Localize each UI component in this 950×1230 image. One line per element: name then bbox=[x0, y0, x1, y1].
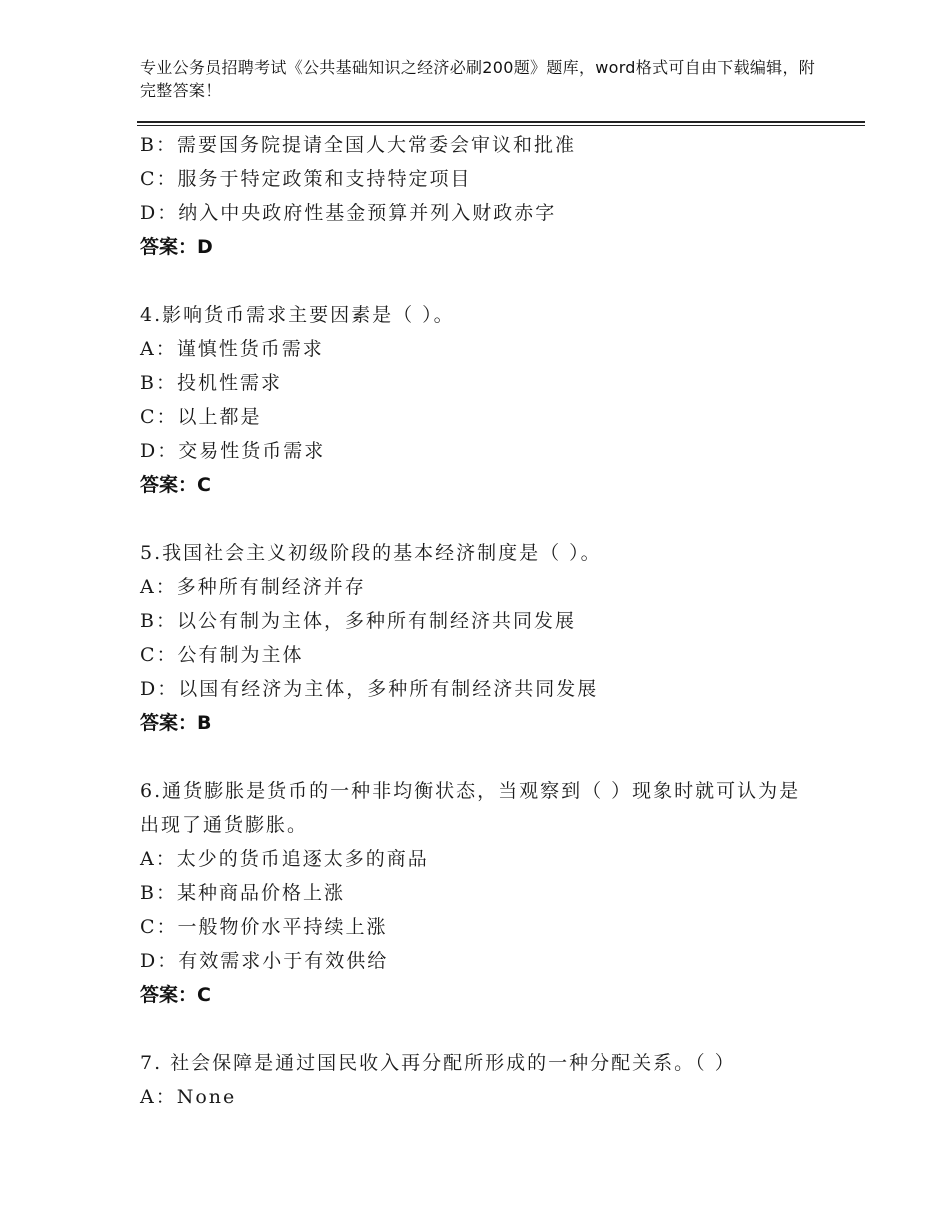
answer-label: 答案：D bbox=[140, 236, 213, 258]
option-c: C：一般物价水平持续上涨 bbox=[140, 916, 388, 938]
option-c: C：以上都是 bbox=[140, 406, 262, 428]
document-header: 专业公务员招聘考试《公共基础知识之经济必刷200题》题库，word格式可自由下载编辑，附完整答案！ bbox=[140, 58, 816, 100]
header-rule-thin bbox=[137, 125, 865, 126]
question-5 bbox=[140, 536, 820, 740]
answer-label: 答案：C bbox=[140, 474, 211, 496]
option-a: A：多种所有制经济并存 bbox=[140, 576, 366, 598]
option-b: B：需要国务院提请全国人大常委会审议和批准 bbox=[140, 134, 576, 156]
question-stem: 7. 社会保障是通过国民收入再分配所形成的一种分配关系。（ ） bbox=[140, 1052, 736, 1074]
answer-label: 答案：B bbox=[140, 712, 212, 734]
answer-label: 答案：C bbox=[140, 984, 211, 1006]
question-stem: 5.我国社会主义初级阶段的基本经济制度是（ ）。 bbox=[140, 542, 602, 564]
spacer bbox=[140, 264, 820, 298]
option-d: D：纳入中央政府性基金预算并列入财政赤字 bbox=[140, 202, 557, 224]
spacer bbox=[140, 502, 820, 536]
option-b: B：某种商品价格上涨 bbox=[140, 882, 345, 904]
question-3 bbox=[140, 128, 820, 264]
option-c: C：服务于特定政策和支持特定项目 bbox=[140, 168, 472, 190]
question-4 bbox=[140, 298, 820, 502]
header-rule-thick bbox=[137, 121, 865, 123]
question-stem: 4.影响货币需求主要因素是（ ）。 bbox=[140, 304, 455, 326]
question-6 bbox=[140, 774, 820, 1012]
option-a: A：谨慎性货币需求 bbox=[140, 338, 324, 360]
option-c: C：公有制为主体 bbox=[140, 644, 304, 666]
option-d: D：有效需求小于有效供给 bbox=[140, 950, 389, 972]
option-a: A：太少的货币追逐太多的商品 bbox=[140, 848, 429, 870]
option-b: B：以公有制为主体，多种所有制经济共同发展 bbox=[140, 610, 576, 632]
question-list bbox=[140, 128, 820, 1114]
option-d: D：交易性货币需求 bbox=[140, 440, 326, 462]
spacer bbox=[140, 740, 820, 774]
question-stem: 6.通货膨胀是货币的一种非均衡状态，当观察到（ ）现象时就可认为是出现了通货膨胀。 bbox=[140, 780, 801, 836]
option-a: A：None bbox=[140, 1086, 237, 1108]
option-d: D：以国有经济为主体，多种所有制经济共同发展 bbox=[140, 678, 599, 700]
option-b: B：投机性需求 bbox=[140, 372, 282, 394]
question-7 bbox=[140, 1046, 820, 1114]
spacer bbox=[140, 1012, 820, 1046]
